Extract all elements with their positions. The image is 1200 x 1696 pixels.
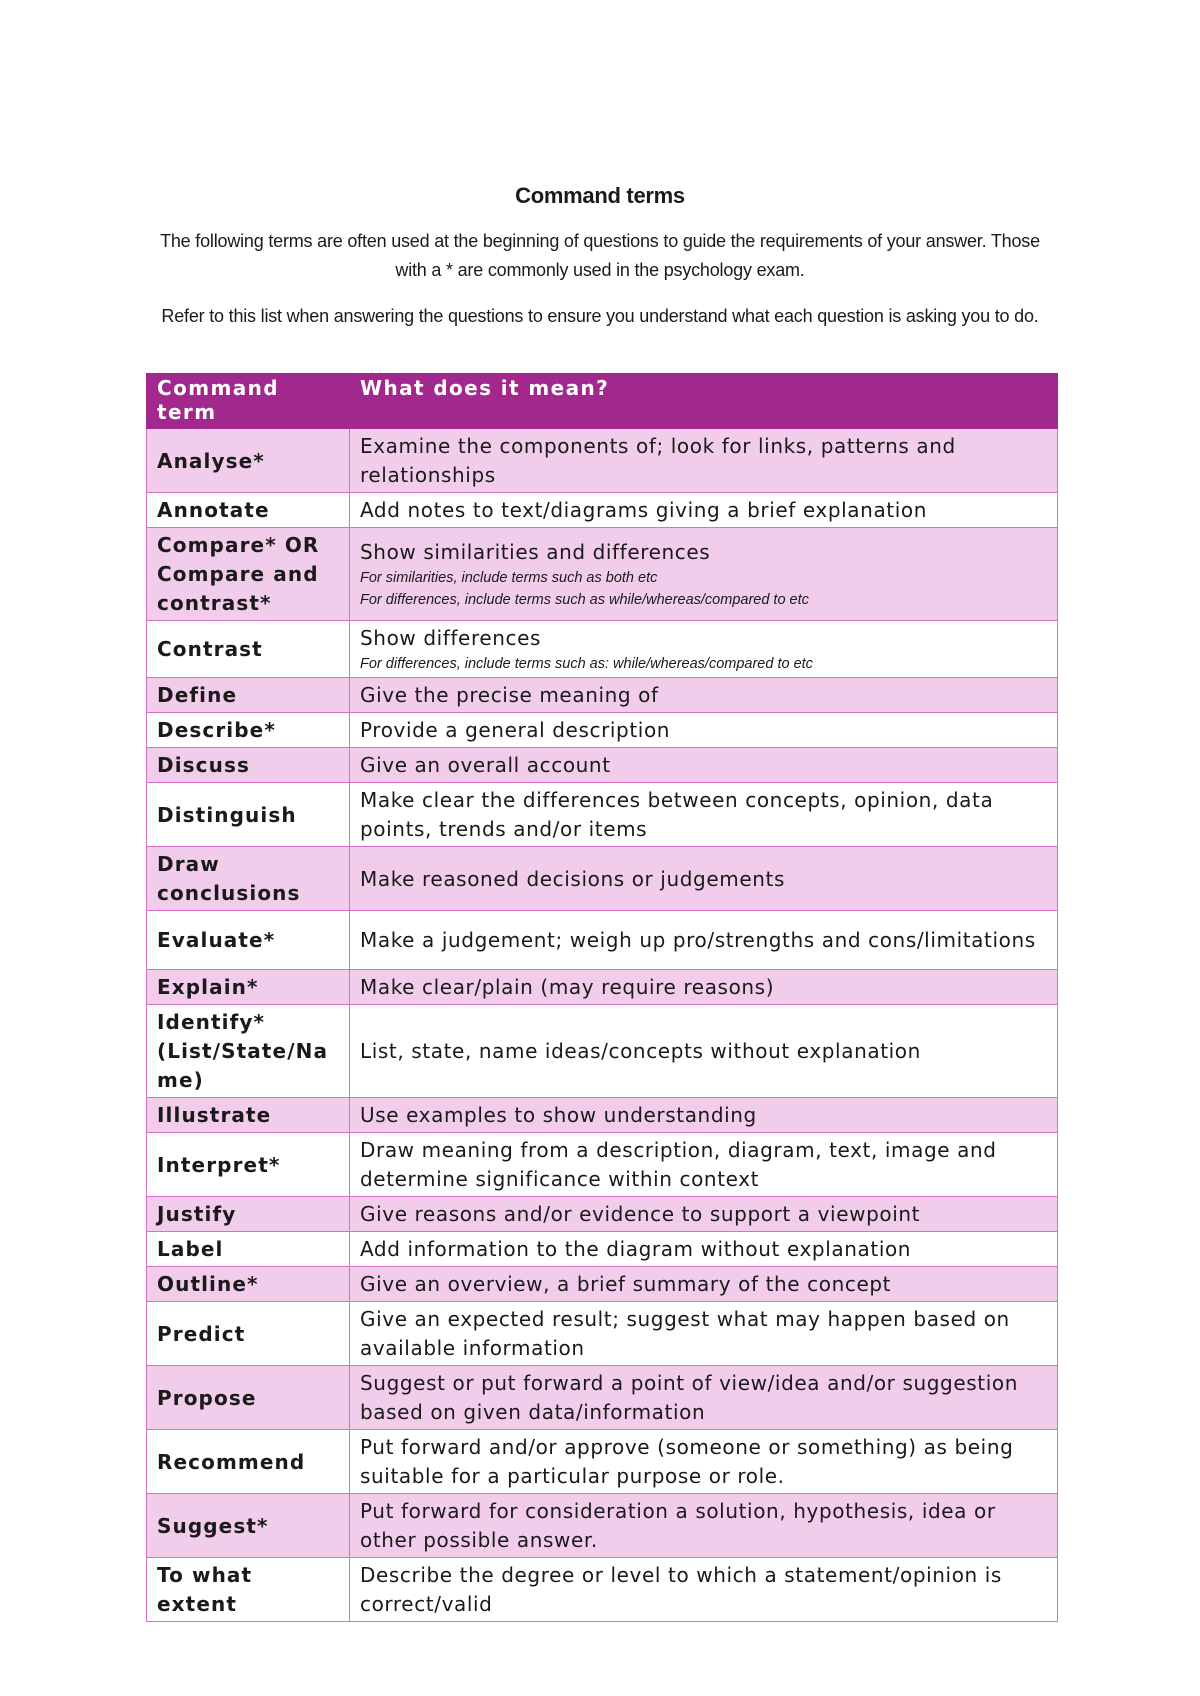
table-header-row xyxy=(147,374,1058,429)
table-row xyxy=(147,1558,1058,1622)
table-row xyxy=(147,678,1058,713)
term-cell: Distinguish xyxy=(147,783,350,847)
meaning-cell: Examine the components of; look for links, patterns and relationships xyxy=(350,429,1058,493)
meaning-cell: Make reasoned decisions or judgements xyxy=(350,847,1058,911)
table-row xyxy=(147,783,1058,847)
term-cell: Identify* (List/State/Name) xyxy=(147,1005,350,1098)
term-cell: Explain* xyxy=(147,970,350,1005)
term-cell: Suggest* xyxy=(147,1494,350,1558)
term-cell: Predict xyxy=(147,1302,350,1366)
term-cell: Interpret* xyxy=(147,1133,350,1197)
meaning-cell: Give an overview, a brief summary of the concept xyxy=(350,1267,1058,1302)
meaning-cell: Suggest or put forward a point of view/idea and/or suggestion based on given data/information xyxy=(350,1366,1058,1430)
meaning-cell: Put forward for consideration a solution, hypothesis, idea or other possible answer. xyxy=(350,1494,1058,1558)
meaning-note: For differences, include terms such as while/whereas/compared to etc xyxy=(360,592,809,608)
command-terms-table xyxy=(146,373,1058,1622)
meaning-note: For differences, include terms such as: while/whereas/compared to etc xyxy=(360,656,813,672)
table-row xyxy=(147,847,1058,911)
table-row xyxy=(147,713,1058,748)
meaning-cell: Put forward and/or approve (someone or something) as being suitable for a particular purpose or role. xyxy=(350,1430,1058,1494)
term-cell: Compare* OR Compare and contrast* xyxy=(147,528,350,621)
meaning-cell: Add notes to text/diagrams giving a brief explanation xyxy=(350,493,1058,528)
term-cell: Evaluate* xyxy=(147,911,350,970)
table-row xyxy=(147,1197,1058,1232)
meaning-cell: Give an expected result; suggest what may happen based on available information xyxy=(350,1302,1058,1366)
table-row xyxy=(147,1302,1058,1366)
term-cell: Illustrate xyxy=(147,1098,350,1133)
meaning-cell: Draw meaning from a description, diagram, text, image and determine significance within context xyxy=(350,1133,1058,1197)
meaning-cell: Use examples to show understanding xyxy=(350,1098,1058,1133)
term-cell: Outline* xyxy=(147,1267,350,1302)
table-row xyxy=(147,911,1058,970)
table-row xyxy=(147,429,1058,493)
term-cell: Draw conclusions xyxy=(147,847,350,911)
table-row xyxy=(147,970,1058,1005)
meaning-cell: Add information to the diagram without explanation xyxy=(350,1232,1058,1267)
meaning-cell: Provide a general description xyxy=(350,713,1058,748)
table-row xyxy=(147,1430,1058,1494)
table-row xyxy=(147,528,1058,621)
meaning-cell: Make clear the differences between concepts, opinion, data points, trends and/or items xyxy=(350,783,1058,847)
table-row xyxy=(147,748,1058,783)
table-row xyxy=(147,1098,1058,1133)
term-cell: Annotate xyxy=(147,493,350,528)
meaning-cell: Make clear/plain (may require reasons) xyxy=(350,970,1058,1005)
term-cell: Recommend xyxy=(147,1430,350,1494)
meaning-cell: Give the precise meaning of xyxy=(350,678,1058,713)
intro-paragraph-2: Refer to this list when answering the questions to ensure you understand what each question is asking you to do. xyxy=(161,306,1039,326)
term-cell: Propose xyxy=(147,1366,350,1430)
term-cell: Discuss xyxy=(147,748,350,783)
term-cell: Define xyxy=(147,678,350,713)
table-row xyxy=(147,1366,1058,1430)
table-row xyxy=(147,1005,1058,1098)
header-meaning: What does it mean? xyxy=(350,374,1058,429)
table-row xyxy=(147,1232,1058,1267)
intro-paragraph-1: The following terms are often used at the beginning of questions to guide the requirements of your answer. Those with a * are commonly used in the psychology exam. xyxy=(160,231,1040,280)
meaning-note: For similarities, include terms such as both etc xyxy=(360,570,658,586)
term-cell: Describe* xyxy=(147,713,350,748)
table-row xyxy=(147,493,1058,528)
meaning-cell: Give an overall account xyxy=(350,748,1058,783)
term-cell: Label xyxy=(147,1232,350,1267)
meaning-cell: Give reasons and/or evidence to support a viewpoint xyxy=(350,1197,1058,1232)
table-row xyxy=(147,621,1058,678)
meaning-cell xyxy=(350,621,1058,678)
meaning-cell: List, state, name ideas/concepts without explanation xyxy=(350,1005,1058,1098)
page-title: Command terms xyxy=(515,183,685,208)
meaning-cell: Make a judgement; weigh up pro/strengths and cons/limitations xyxy=(350,911,1058,970)
header-command-term: Command term xyxy=(147,374,350,429)
meaning-text: Show differences xyxy=(360,626,542,650)
meaning-text: Show similarities and differences xyxy=(360,540,711,564)
meaning-cell: Describe the degree or level to which a statement/opinion is correct/valid xyxy=(350,1558,1058,1622)
term-cell: Contrast xyxy=(147,621,350,678)
table-row xyxy=(147,1494,1058,1558)
term-cell: Analyse* xyxy=(147,429,350,493)
term-cell: To what extent xyxy=(147,1558,350,1622)
meaning-cell xyxy=(350,528,1058,621)
table-row xyxy=(147,1267,1058,1302)
term-cell: Justify xyxy=(147,1197,350,1232)
table-row xyxy=(147,1133,1058,1197)
